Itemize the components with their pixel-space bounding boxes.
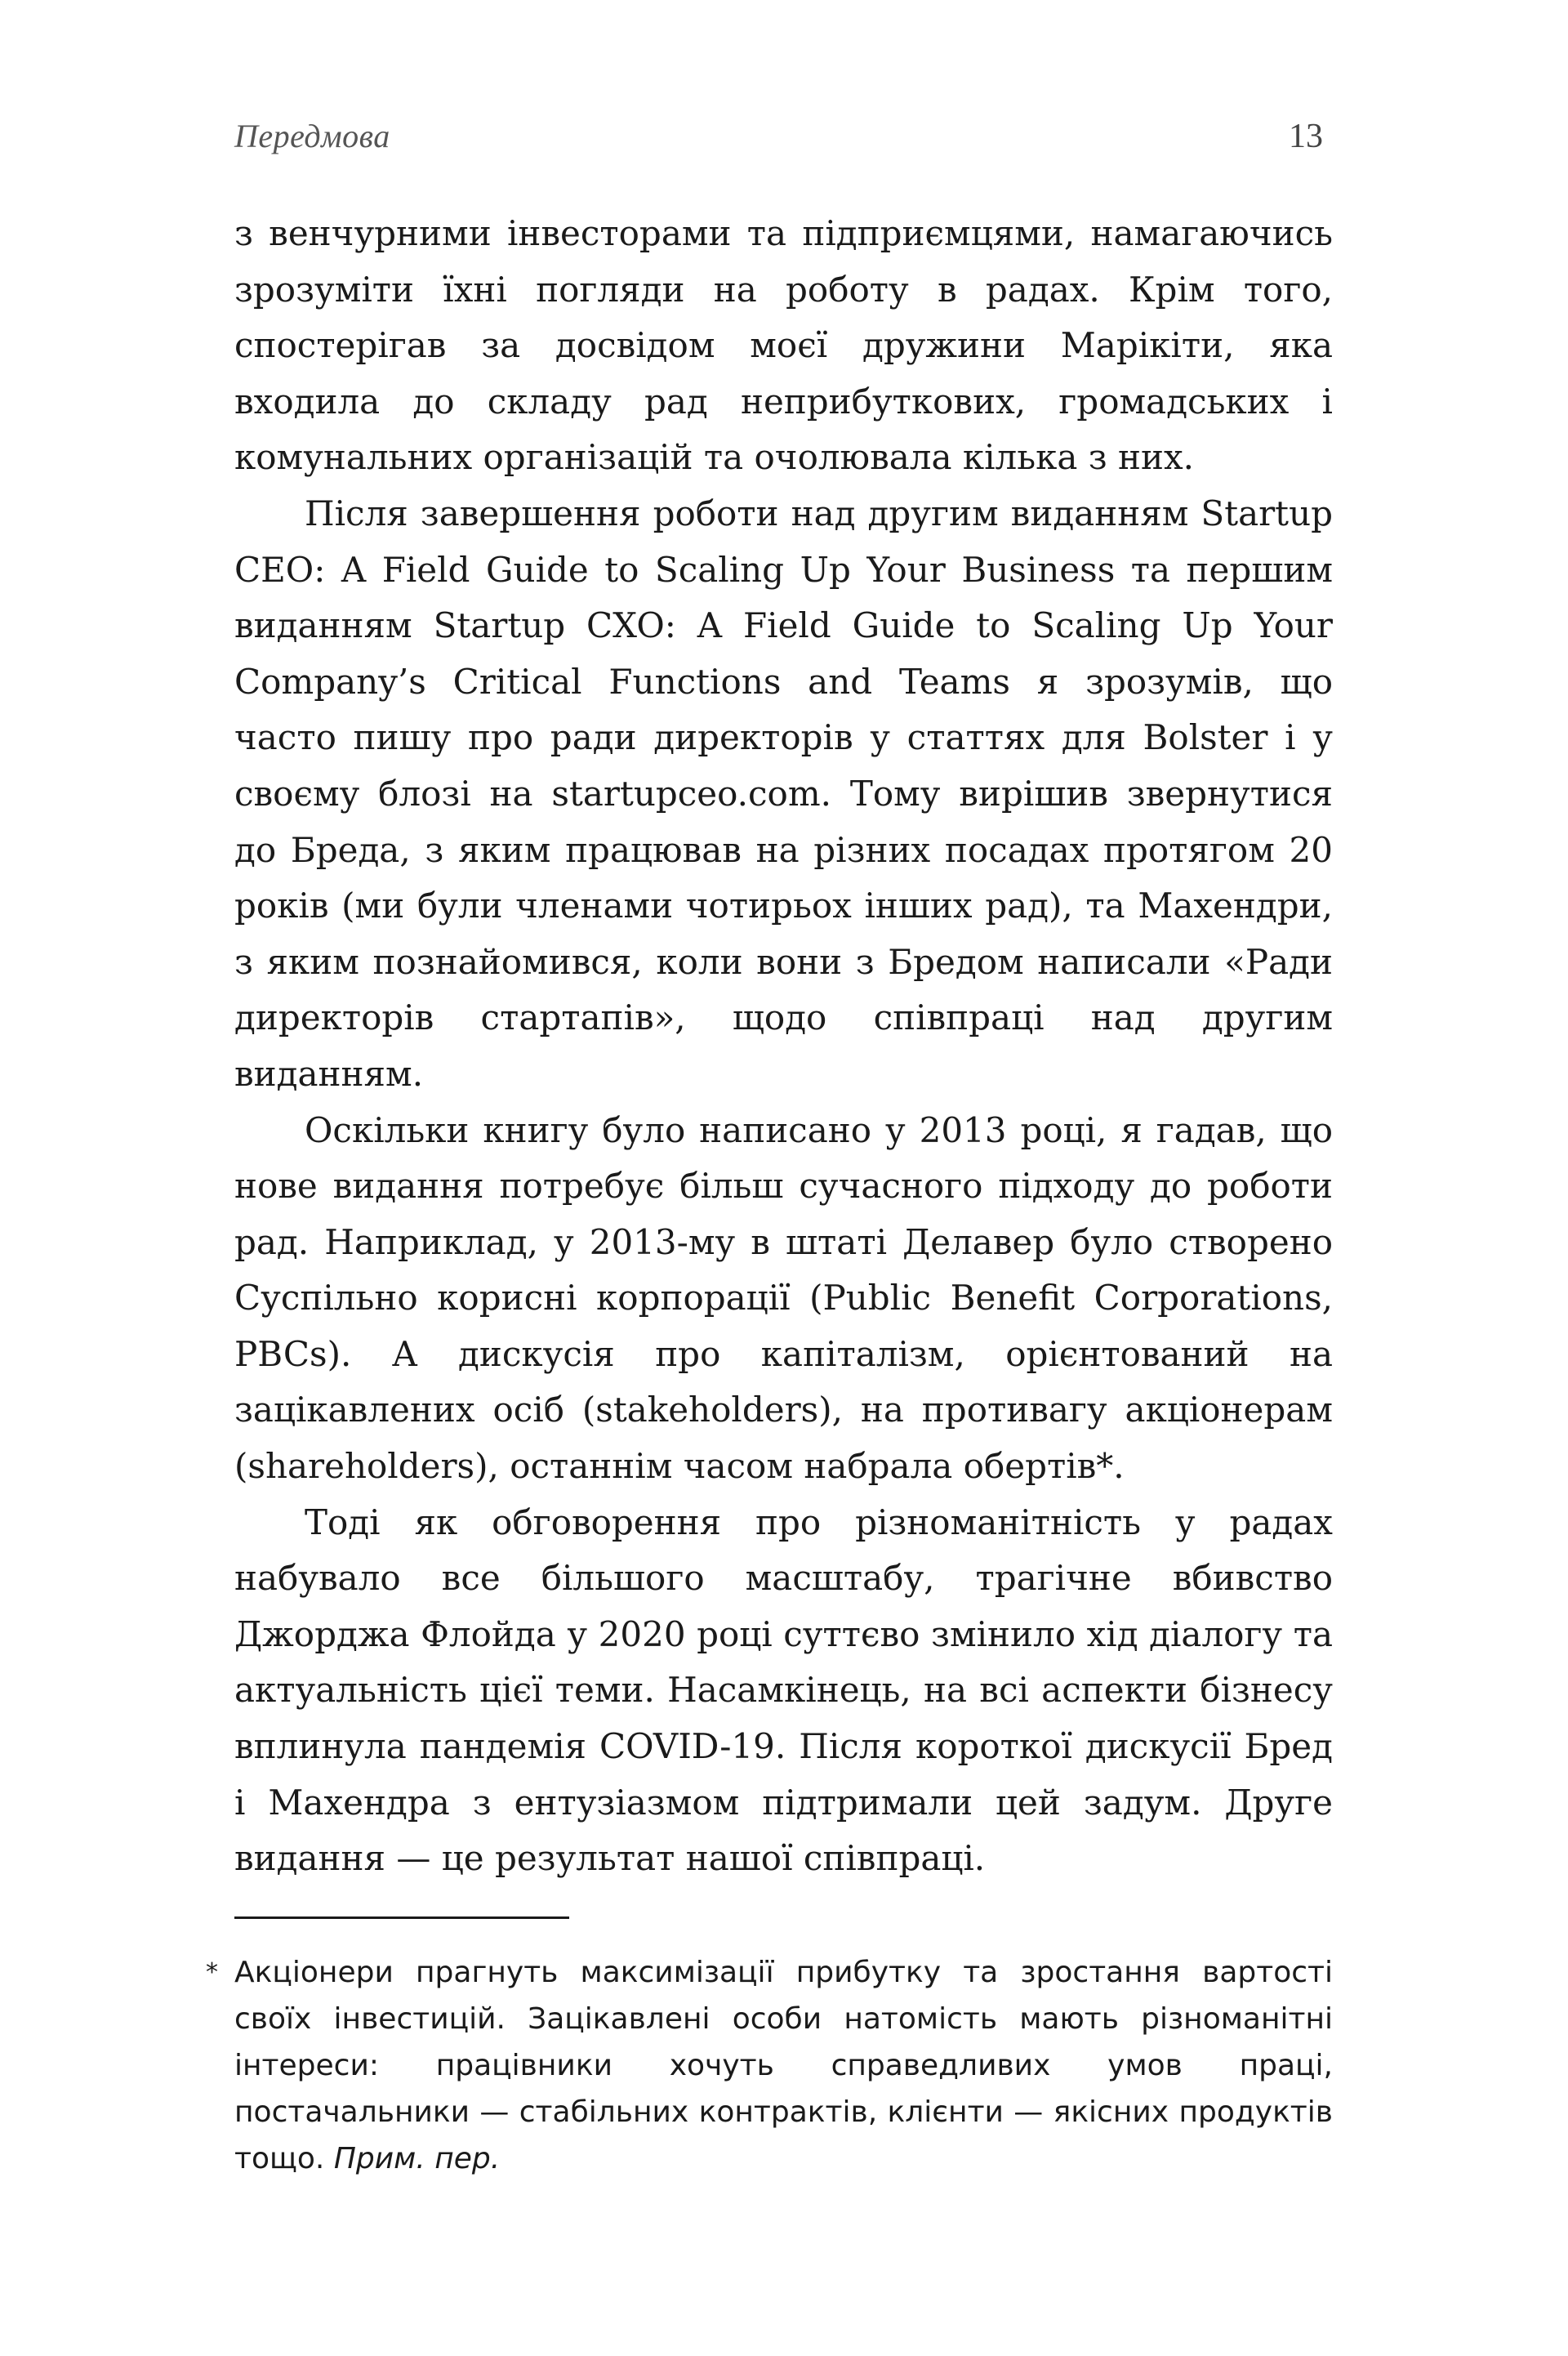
footnote: [206, 1949, 1333, 2182]
footnote-marker: *: [206, 1958, 218, 1987]
paragraph-2: Після завершення роботи над другим виданням Startup CEO: A Field Guide to Scaling Up Your Business та першим виданням Startup CXO: A Field Guide to Scaling Up Your Company’s Critical Functions and Teams я зрозумів, що часто пишу про ради директорів у статтях для Bolster і у своєму блозі на startupceo.com. Тому вирішив звернутися до Бреда, з яким працював на різних посадах протягом 20 років (ми були членами чотирьох інших рад), та Махендри, з яким познайомився, коли вони з Бредом написали «Ради директорів стартапів», щодо співпраці над другим виданням.: [234, 493, 1333, 1094]
footnote-text: Акціонери прагнуть максимізації прибутку та зростання вартості своїх інвестицій. Зацікавлені особи натомість мають різноманітні інтереси: працівники хочуть справедливих умов праці, постачальники — стабільних контрактів, клієнти — якісних продуктів тощо.: [234, 1956, 1333, 2175]
paragraph-3: Оскільки книгу було написано у 2013 році, я гадав, що нове видання потребує більш сучасного підходу до роботи рад. Наприклад, у 2013-му в штаті Делавер було створено Суспільно корисні корпорації (Public Benefit Corporations, PBCs). А дискусія про капіталізм, орієнтований на зацікавлених осіб (stakeholders), на противагу акціонерам (shareholders), останнім часом набрала обертів*.: [234, 1109, 1333, 1487]
paragraph-1: з венчурними інвесторами та підприємцями, намагаючись зрозуміти їхні погляди на роботу в радах. Крім того, спостерігав за досвідом моєї дружини Марікіти, яка входила до складу рад неприбуткових, громадських і комунальних організацій та очолювала кілька з них.: [234, 213, 1333, 478]
page-number: 13: [1289, 118, 1323, 155]
paragraph-4: Тоді як обговорення про різноманітність у радах набувало все більшого масштабу, трагічне вбивство Джорджа Флойда у 2020 році суттєво змінило хід діалогу та актуальність цієї теми. Насамкінець, на всі аспекти бізнесу вплинула пандемія COVID-19. Після короткої дискусії Бред і Махендра з ентузіазмом підтримали цей задум. Друге видання — це результат нашої співпраці.: [234, 1502, 1333, 1879]
footnote-rule: [234, 1916, 569, 1919]
translator-note: Прим. пер.: [333, 2142, 501, 2175]
body-text: [234, 206, 1333, 1887]
running-head: Передмова: [234, 118, 390, 154]
